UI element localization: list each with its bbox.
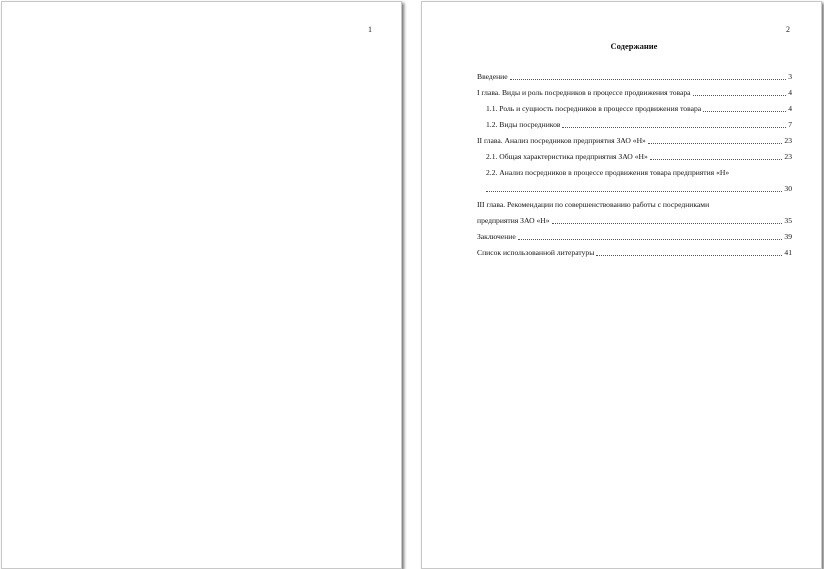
toc-entry-text: II глава. Анализ посредников предприятия ЗАО «Н»	[477, 136, 646, 145]
toc-entry-text: 2.2. Анализ посредников в процессе продвижения товара предприятия «Н»	[486, 168, 730, 177]
toc-entry-page: 4	[788, 104, 792, 113]
toc-entry-page: 23	[784, 136, 792, 145]
page-1	[1, 1, 402, 569]
toc-entry-page: 35	[784, 216, 792, 225]
toc-entry-page: 30	[784, 184, 792, 193]
toc-entry-page: 3	[788, 72, 792, 81]
toc-entry-section-1-1[interactable]	[477, 104, 792, 114]
toc-entry-page: 23	[784, 152, 792, 161]
page-2	[421, 1, 822, 569]
toc-entry-page: 4	[788, 88, 792, 97]
toc-entry-chapter-3[interactable]	[477, 200, 792, 226]
toc-entry-section-1-2[interactable]	[477, 120, 792, 130]
dot-leader	[693, 95, 787, 96]
toc-title: Содержание	[610, 41, 658, 51]
toc-entry-conclusion[interactable]	[477, 232, 792, 242]
dot-leader	[650, 159, 783, 160]
table-of-contents	[477, 72, 792, 264]
toc-entry-text: Список использованной литературы	[477, 248, 595, 257]
toc-entry-page: 7	[788, 120, 792, 129]
toc-entry-references[interactable]	[477, 248, 792, 258]
dot-leader	[562, 127, 786, 128]
toc-entry-continuation	[477, 216, 792, 226]
toc-entry-text: 1.2. Виды посредников	[486, 120, 561, 129]
toc-entry-section-2-1[interactable]	[477, 152, 792, 162]
toc-entry-page: 39	[784, 232, 792, 241]
dot-leader	[518, 239, 783, 240]
dot-leader	[552, 223, 783, 224]
dot-leader	[703, 111, 786, 112]
toc-entry-text: Заключение	[477, 232, 516, 241]
toc-entry-text: III глава. Рекомендации по совершенствованию работы с посредниками	[477, 200, 710, 209]
toc-entry-text: Введение	[477, 72, 508, 81]
toc-entry-section-2-2[interactable]	[477, 168, 792, 194]
toc-entry-text: 1.1. Роль и сущность посредников в процессе продвижения товара	[486, 104, 702, 113]
page-number: 1	[368, 25, 372, 34]
toc-entry-chapter-1[interactable]	[477, 88, 792, 98]
toc-entry-text-line2: предприятия ЗАО «Н»	[477, 216, 550, 225]
dot-leader	[486, 191, 782, 192]
toc-entry-text: 2.1. Общая характеристика предприятия ЗАО «Н»	[486, 152, 648, 161]
toc-entry-continuation	[486, 184, 792, 194]
toc-entry-page: 41	[784, 248, 792, 257]
toc-entry-chapter-2[interactable]	[477, 136, 792, 146]
page-number: 2	[786, 25, 790, 34]
toc-entry-introduction[interactable]	[477, 72, 792, 82]
toc-entry-text: I глава. Виды и роль посредников в процессе продвижения товара	[477, 88, 691, 97]
dot-leader	[596, 255, 782, 256]
dot-leader	[510, 79, 787, 80]
dot-leader	[648, 143, 783, 144]
